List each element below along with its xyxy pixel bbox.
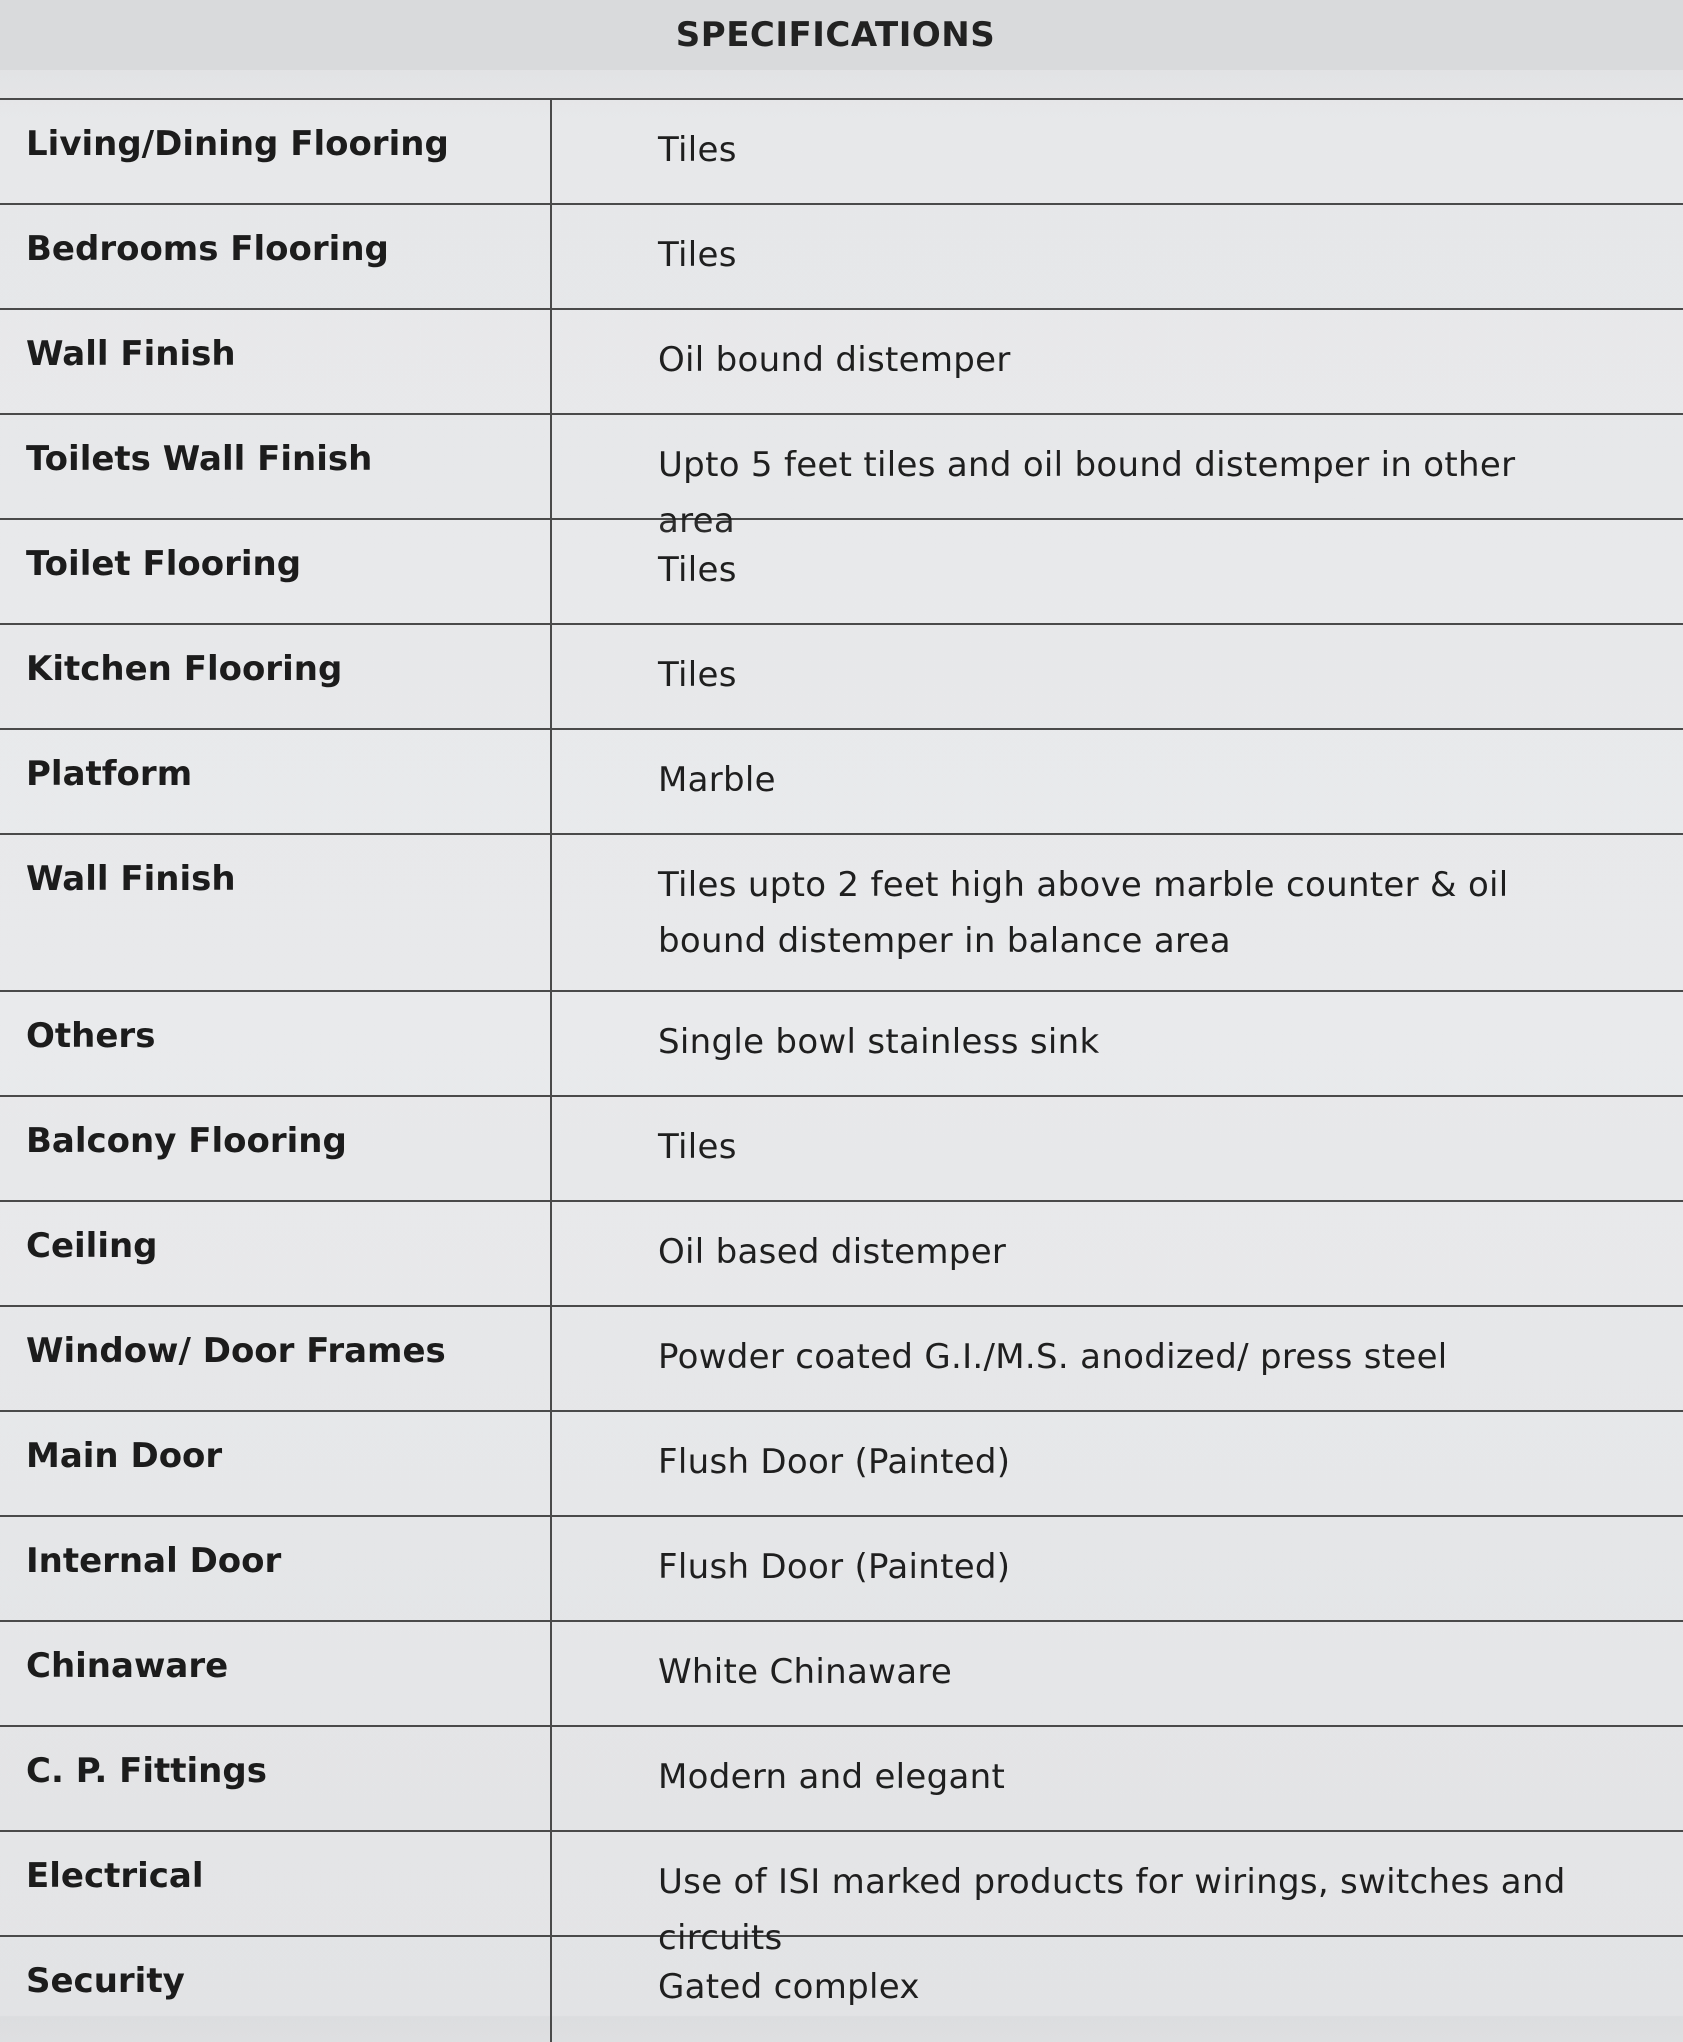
spec-label: Main Door [0, 1412, 552, 1515]
spec-label: Living/Dining Flooring [0, 100, 552, 203]
spec-value: Powder coated G.I./M.S. anodized/ press steel [658, 1337, 1448, 1377]
spec-value: Oil based distemper [552, 1202, 1683, 1305]
spec-label: Security [0, 1937, 552, 2042]
spec-label: Balcony Flooring [0, 1097, 552, 1200]
spec-value: Flush Door (Painted) [658, 1547, 1011, 1587]
spec-value: White Chinaware [552, 1622, 1683, 1725]
spec-value: Modern and elegant [658, 1757, 1006, 1797]
spec-value: Tiles [658, 1127, 737, 1167]
spec-label: Electrical [0, 1832, 552, 1935]
spec-value: Tiles [552, 100, 1683, 203]
spec-value: Tiles [658, 235, 737, 275]
table-row [0, 1202, 1683, 1307]
table-row [0, 310, 1683, 415]
spec-label: Ceiling [0, 1202, 552, 1305]
table-row [0, 835, 1683, 992]
table-row [0, 1307, 1683, 1412]
spec-label: Toilets Wall Finish [0, 415, 552, 518]
table-row [0, 1517, 1683, 1622]
table-row [0, 625, 1683, 730]
spec-label: Bedrooms Flooring [0, 205, 552, 308]
specifications-table [0, 98, 1683, 2042]
table-row [0, 1832, 1683, 1958]
table-row [0, 415, 1683, 541]
table-row [0, 100, 1683, 205]
spec-value: Upto 5 feet tiles and oil bound distemper in other area [658, 445, 1516, 541]
table-row [0, 1097, 1683, 1202]
table-row [0, 205, 1683, 310]
spec-label: Others [0, 992, 552, 1095]
spec-value: Tiles [658, 655, 737, 695]
spec-value: Tiles upto 2 feet high above marble counter & oil bound distemper in balance area [658, 865, 1509, 961]
spec-label: Internal Door [0, 1517, 552, 1620]
table-row [0, 1727, 1683, 1832]
page-header [0, 0, 1683, 70]
spec-label: Wall Finish [0, 310, 552, 413]
spec-value: Use of ISI marked products for wirings, switches and circuits [552, 1832, 1683, 1935]
spec-value: Flush Door (Painted) [552, 1412, 1683, 1515]
spec-label: C. P. Fittings [0, 1727, 552, 1830]
spec-label: Toilet Flooring [0, 520, 552, 623]
table-row [0, 1622, 1683, 1727]
spec-value: Tiles [552, 520, 1683, 623]
spec-value: Oil bound distemper [552, 310, 1683, 413]
spec-value: Single bowl stainless sink [552, 992, 1683, 1095]
spec-label: Window/ Door Frames [0, 1307, 552, 1410]
spec-value: Marble [552, 730, 1683, 833]
table-row [0, 1937, 1683, 2042]
spec-label: Platform [0, 730, 552, 833]
spec-label: Wall Finish [0, 835, 552, 990]
table-row [0, 520, 1683, 625]
page-title: SPECIFICATIONS [675, 15, 996, 55]
spec-label: Kitchen Flooring [0, 625, 552, 728]
table-row [0, 730, 1683, 835]
table-row [0, 1412, 1683, 1517]
spec-label: Chinaware [0, 1622, 552, 1725]
spec-value: Gated complex [658, 1967, 920, 2007]
table-row [0, 992, 1683, 1097]
